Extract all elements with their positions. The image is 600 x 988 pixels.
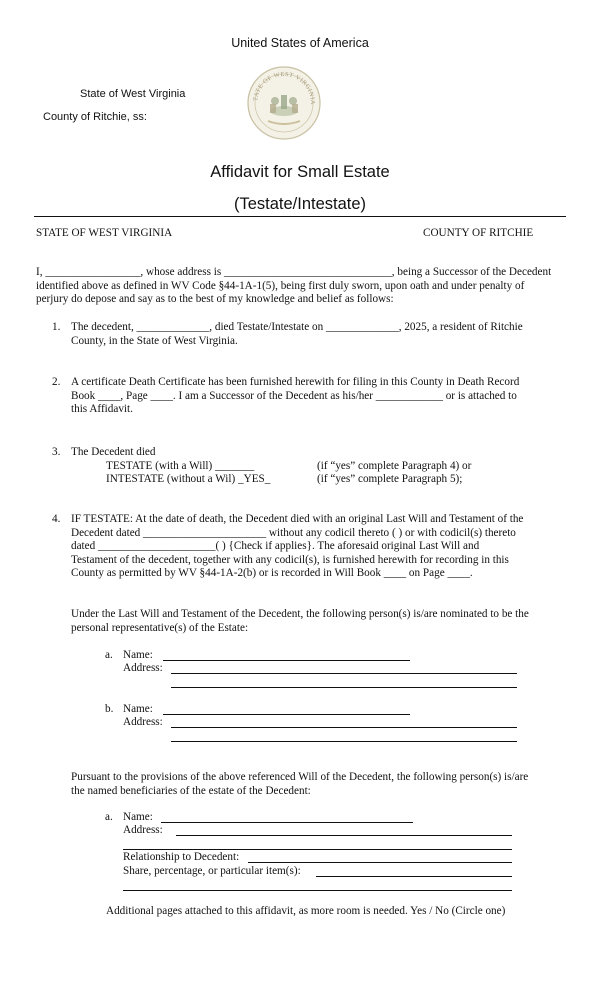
venue-county: County of Ritchie, ss: [43, 111, 147, 123]
paragraph-line: the named beneficiaries of the estate of the Decedent: [71, 784, 311, 797]
paragraph-line: Decedent dated ______________________ without any codicil thereto ( ) or with codicil(s) thereto [71, 526, 516, 539]
paragraph-line: The Decedent died [71, 446, 156, 458]
item-number: 1. [52, 321, 61, 333]
nominee-a-address-field[interactable] [171, 673, 517, 674]
caption-state: STATE OF WEST VIRGINIA [36, 227, 173, 239]
paragraph-line: The decedent, _____________, died Testate/Intestate on _____________, 2025, a resident of Ritchie [71, 321, 523, 333]
nominee-a-name-field[interactable] [163, 660, 410, 661]
intro-line: I, _________________, whose address is ______________________________, being a Successor of the Decedent [36, 266, 552, 278]
paragraph-line: Pursuant to the provisions of the above referenced Will of the Decedent, the following person(s) is/are [71, 771, 529, 783]
nominee-b-address-field-2[interactable] [171, 741, 517, 742]
intro-line: identified above as defined in WV Code §44-1A-1(5), being first duly sworn, upon oath and under penalty of [36, 279, 525, 292]
share-field-2[interactable] [123, 890, 512, 891]
paragraph-line: Under the Last Will and Testament of the Decedent, the following person(s) is/are nominated to be the [71, 608, 529, 620]
paragraph-line: Book ____, Page ____. I am a Successor of the Decedent as his/her ____________ or is attached to [71, 389, 517, 402]
beneficiary-a-name-field[interactable] [161, 822, 413, 823]
paragraph-line: County as permitted by WV §44-1A-2(b) or is recorded in Will Book ____ on Page ____. [71, 567, 473, 579]
nominee-b-name-field[interactable] [163, 714, 410, 715]
testate-note: (if “yes” complete Paragraph 4) or [317, 460, 472, 472]
intestate-option: INTESTATE (without a Wil) _YES_ [106, 473, 271, 485]
nominee-name-label: Name: [123, 703, 153, 715]
beneficiaries-intro [71, 771, 528, 798]
testate-option: TESTATE (with a Will) _______ [106, 460, 255, 472]
country-heading: United States of America [231, 36, 369, 50]
paragraph-line: Testament of the decedent, together with any codicil(s), is furnished herewith for recording in this [71, 553, 509, 566]
beneficiary-a-address-field[interactable] [176, 835, 512, 836]
state-seal-icon [246, 65, 322, 141]
paragraph-line: dated _____________________( ) {Check if applies}. The aforesaid original Last Will and [71, 540, 480, 552]
nominee-address-label: Address: [123, 662, 163, 674]
share-label: Share, percentage, or particular item(s): [123, 865, 301, 877]
item-number: 3. [52, 446, 61, 458]
paragraph-1 [71, 321, 523, 348]
paragraph-line: this Affidavit. [71, 403, 133, 415]
venue-state: State of West Virginia [80, 88, 186, 100]
nominee-a-label: a. [105, 649, 113, 661]
paragraph-line: County, in the State of West Virginia. [71, 334, 238, 347]
beneficiary-a-address-field-2[interactable] [123, 849, 512, 850]
item-number: 2. [52, 376, 61, 388]
title-divider [34, 216, 566, 217]
paragraph-line: personal representative(s) of the Estate: [71, 621, 249, 634]
beneficiary-name-label: Name: [123, 811, 153, 823]
seal-text: TATE OF WEST VIRGINIA [252, 70, 317, 106]
document-subtitle: (Testate/Intestate) [233, 195, 367, 213]
relationship-field[interactable] [248, 862, 512, 863]
paragraph-2 [71, 376, 519, 417]
share-field[interactable] [316, 876, 512, 877]
relationship-label: Relationship to Decedent: [123, 851, 240, 863]
document-title: Affidavit for Small Estate [210, 163, 390, 181]
beneficiary-address-label: Address: [123, 824, 163, 836]
intro-line: perjury do depose and say as to the best of my knowledge and belief as follows: [36, 293, 394, 305]
intestate-note: (if “yes” complete Paragraph 5); [317, 473, 463, 485]
intro-paragraph [36, 266, 551, 307]
paragraph-line: IF TESTATE: At the date of death, the Decedent died with an original Last Will and Testament of the [71, 513, 524, 525]
nominee-b-label: b. [105, 703, 114, 715]
caption-county: COUNTY OF RITCHIE [423, 227, 534, 239]
beneficiary-a-label: a. [105, 811, 113, 823]
nominee-a-address-field-2[interactable] [171, 687, 517, 688]
nominee-address-label: Address: [123, 716, 163, 728]
paragraph-line: A certificate Death Certificate has been furnished herewith for filing in this County in Death Record [71, 376, 520, 388]
paragraph-4 [71, 513, 523, 581]
item-number: 4. [52, 513, 61, 525]
nominee-name-label: Name: [123, 649, 153, 661]
nominee-b-address-field[interactable] [171, 727, 517, 728]
nominees-intro [71, 608, 529, 635]
additional-pages-note: Additional pages attached to this affidavit, as more room is needed. Yes / No (Circle one) [106, 905, 506, 917]
